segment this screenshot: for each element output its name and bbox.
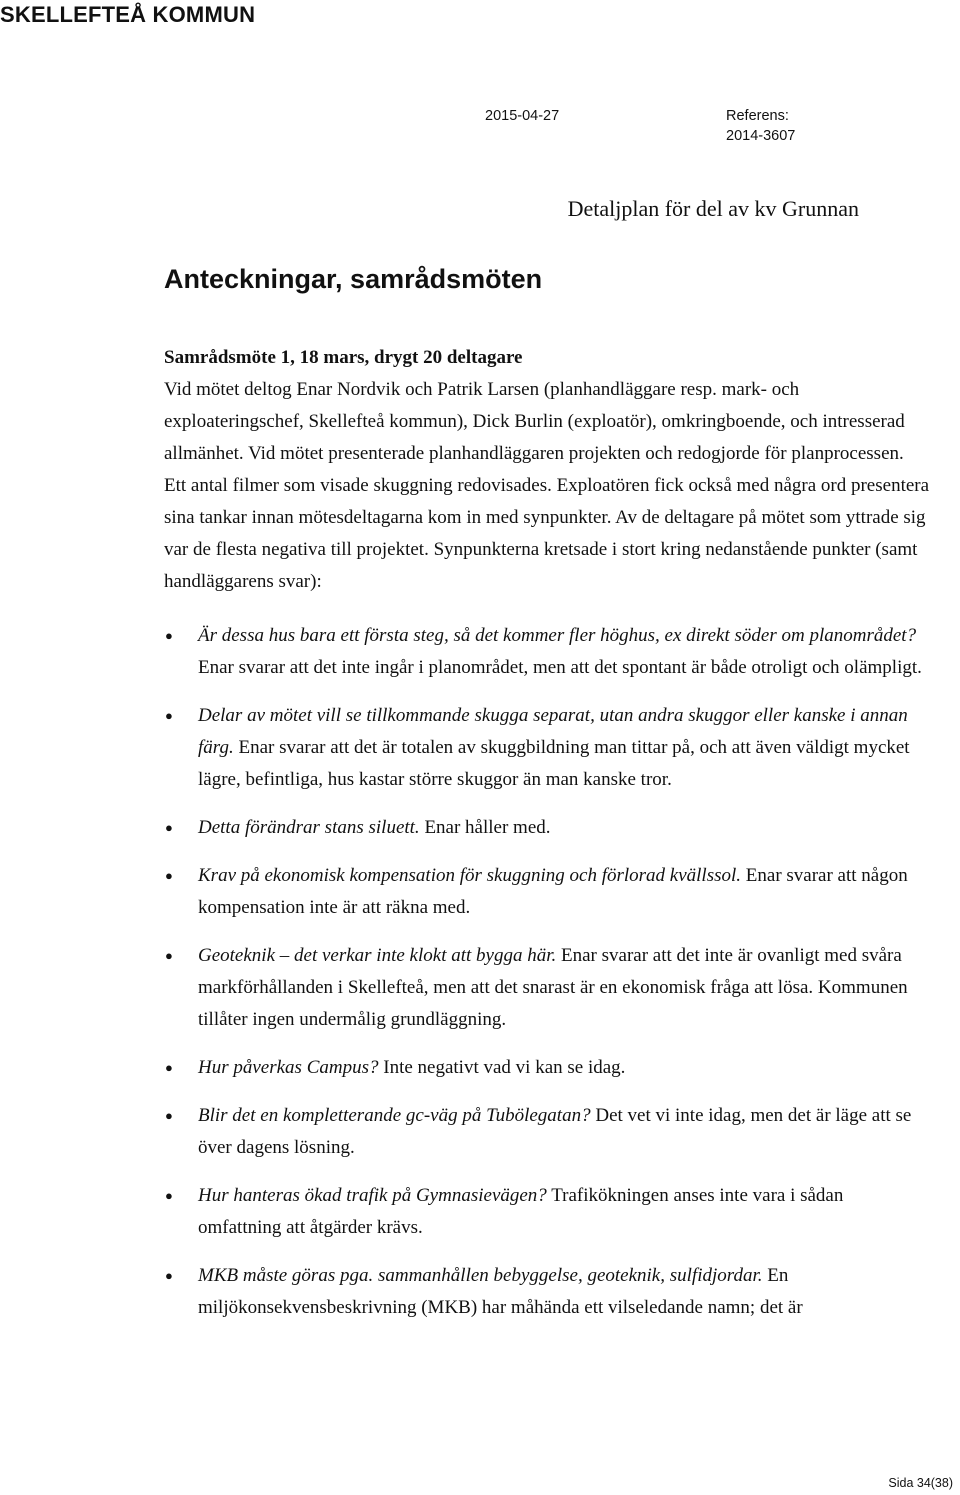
list-item — [164, 620, 930, 684]
point-answer: Enar svarar att det är totalen av skuggbildning man tittar på, och att även väldigt mycket lägre, befintliga, hus kastar större skuggor än man kanske tror. — [198, 737, 910, 790]
point-question: Är dessa hus bara ett första steg, så det kommer fler höghus, ex direkt söder om planområdet? — [198, 625, 917, 646]
document-title: Anteckningar, samrådsmöten — [164, 264, 543, 294]
reference-block — [726, 106, 795, 146]
point-answer: Det vet vi inte idag, men det är läge att se över dagens lösning. — [198, 1105, 912, 1158]
list-item — [164, 812, 930, 844]
point-question: Geoteknik – det verkar inte klokt att bygga här. — [198, 945, 557, 966]
bullet-icon: ● — [165, 1060, 173, 1075]
point-question: Hur påverkas Campus? — [198, 1057, 379, 1078]
point-question: Blir det en kompletterande gc-väg på Tubölegatan? — [198, 1105, 591, 1126]
point-question: Detta förändrar stans siluett. — [198, 817, 420, 838]
intro-paragraph: Vid mötet deltog Enar Nordvik och Patrik Larsen (planhandläggare resp. mark- och exploateringschef, Skellefteå kommun), Dick Burlin (exploatör), omkringboende, och intresserad allmänhet. Vid mötet presenterade planhandläggaren projekten och redogjorde för planprocessen. Ett antal filmer som visade skuggning redovisades. Exploatören fick också med några ord presentera sina tankar innan mötesdeltagarna kom in med synpunkter. Av de deltagare på mötet som yttrade sig var de flesta negativa till projektet. Synpunkterna kretsade i stort kring nedanstående punkter (samt handläggarens svar): — [164, 379, 930, 592]
point-answer: Trafikökningen anses inte vara i sådan omfattning att åtgärder krävs. — [198, 1185, 844, 1238]
list-item — [164, 1100, 930, 1164]
list-item — [164, 700, 930, 796]
point-answer: Enar svarar att det inte ingår i planområdet, men att det spontant är både otroligt och olämpligt. — [198, 657, 922, 678]
point-answer: Enar svarar att någon kompensation inte är att räkna med. — [198, 865, 908, 918]
reference-number: 2014-3607 — [726, 128, 796, 144]
bullet-icon: ● — [165, 1188, 173, 1203]
page-number: Sida 34(38) — [888, 1476, 953, 1490]
document-date: 2015-04-27 — [485, 108, 560, 124]
organization-name: SKELLEFTEÅ KOMMUN — [0, 2, 256, 27]
point-question: Hur hanteras ökad trafik på Gymnasievägen? — [198, 1185, 547, 1206]
section-heading: Samrådsmöte 1, 18 mars, drygt 20 deltagare — [164, 347, 523, 368]
point-question: Delar av mötet vill se tillkommande skugga separat, utan andra skuggor eller kanske i annan färg. — [198, 705, 908, 758]
bullet-icon: ● — [165, 1268, 173, 1283]
bullet-icon: ● — [165, 1108, 173, 1123]
point-question: MKB måste göras pga. sammanhållen bebyggelse, geoteknik, sulfidjordar. — [198, 1265, 763, 1286]
document-body — [164, 342, 930, 1340]
list-item — [164, 1180, 930, 1244]
list-item — [164, 1052, 930, 1084]
reference-label: Referens: — [726, 108, 789, 124]
bullet-icon: ● — [165, 820, 173, 835]
plan-title: Detaljplan för del av kv Grunnan — [567, 196, 859, 221]
bullet-icon: ● — [165, 628, 173, 643]
list-item — [164, 1260, 930, 1324]
point-answer: Enar håller med. — [419, 817, 551, 838]
list-item — [164, 860, 930, 924]
point-answer: En miljökonsekvensbeskrivning (MKB) har måhända ett vilseledande namn; det är — [198, 1265, 803, 1318]
point-answer: Enar svarar att det inte är ovanligt med svåra markförhållanden i Skellefteå, men att det snarast är en ekonomisk fråga att lösa. Kommunen tillåter ingen undermålig grundläggning. — [198, 945, 908, 1030]
point-question: Krav på ekonomisk kompensation för skuggning och förlorad kvällssol. — [198, 865, 742, 886]
points-list — [164, 620, 930, 1324]
bullet-icon: ● — [165, 868, 173, 883]
point-answer: Inte negativt vad vi kan se idag. — [378, 1057, 626, 1078]
list-item — [164, 940, 930, 1036]
bullet-icon: ● — [165, 708, 173, 723]
bullet-icon: ● — [165, 948, 173, 963]
